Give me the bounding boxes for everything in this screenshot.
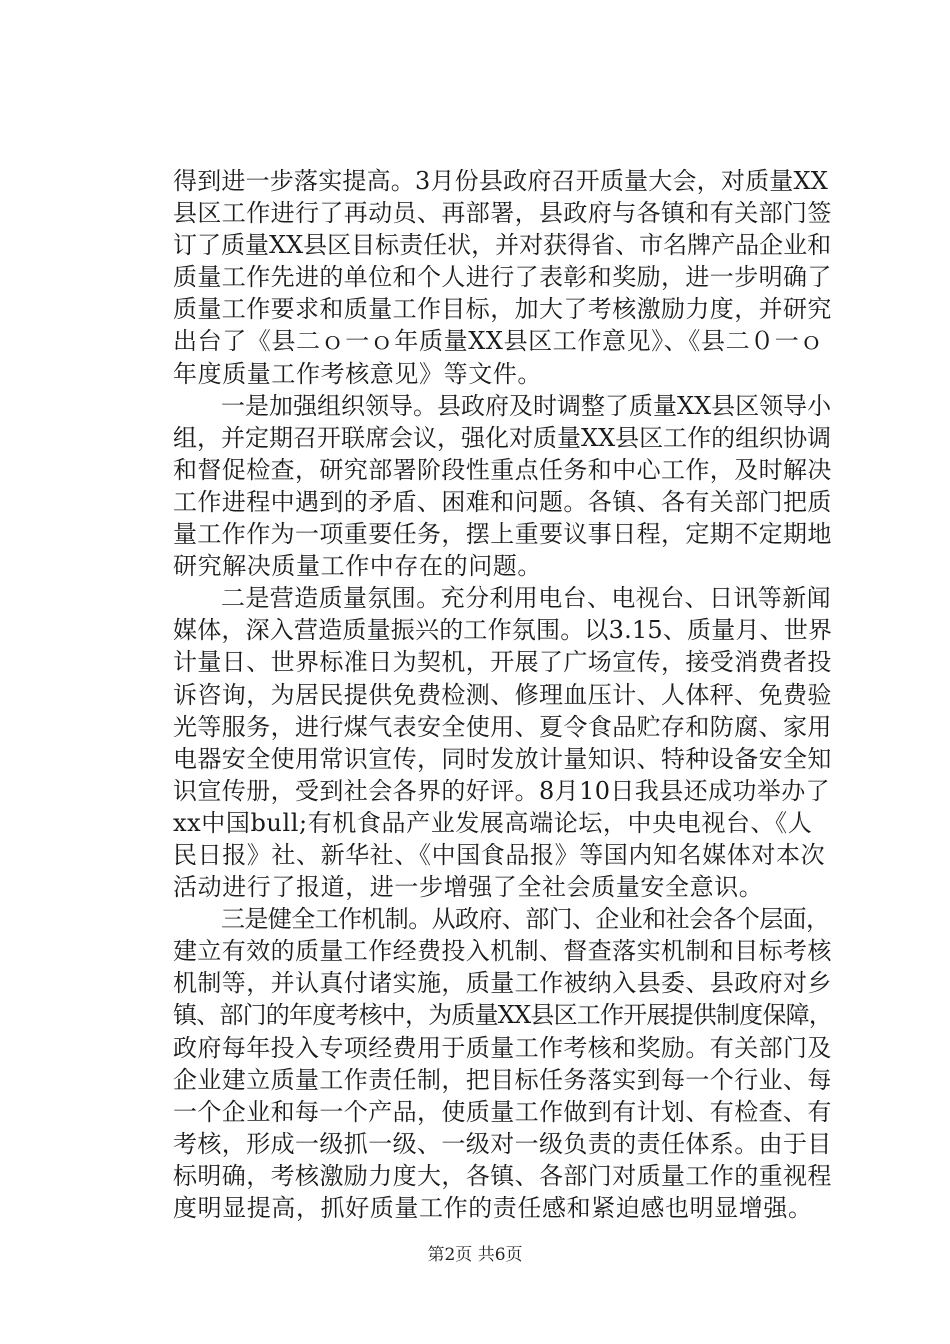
text-line: 诉咨询，为居民提供免费检测、修理血压计、人体秤、免费验 xyxy=(173,680,832,709)
text-line: 企业建立质量工作责任制，把目标任务落实到每一个行业、每 xyxy=(173,1065,832,1094)
paragraph xyxy=(173,903,833,1224)
text-line: 识宣传册，受到社会各界的好评。8月10日我县还成功举办了 xyxy=(173,776,831,805)
paragraph xyxy=(173,582,833,903)
text-line: 订了质量XX县区目标责任状，并对获得省、市名牌产品企业和 xyxy=(173,231,832,260)
text-line: 质量工作先进的单位和个人进行了表彰和奖励，进一步明确了 xyxy=(173,263,832,292)
text-line: 工作进程中遇到的矛盾、困难和问题。各镇、各有关部门把质 xyxy=(173,487,832,516)
page-footer: 第2页 共6页 xyxy=(427,1245,523,1265)
text-line: 县区工作进行了再动员、再部署，县政府与各镇和有关部门签 xyxy=(173,199,832,228)
text-line: 镇、部门的年度考核中，为质量XX县区工作开展提供制度保障， xyxy=(173,1001,832,1030)
text-line: 三是健全工作机制。从政府、部门、企业和社会各个层面， xyxy=(221,905,830,934)
paragraph xyxy=(173,165,833,390)
text-line: 标明确，考核激励力度大，各镇、各部门对质量工作的重视程 xyxy=(173,1161,832,1190)
text-line: 媒体，深入营造质量振兴的工作氛围。以3.15、质量月、世界 xyxy=(173,616,833,645)
text-line: 民日报》社、新华社、《中国食品报》等国内知名媒体对本次 xyxy=(173,840,826,869)
text-line: 度明显提高，抓好质量工作的责任感和紧迫感也明显增强。 xyxy=(173,1194,813,1222)
text-line: 研究解决质量工作中存在的问题。 xyxy=(173,552,542,581)
text-line: 出台了《县二ｏ一ｏ年质量XX县区工作意见》、《县二０一ｏ xyxy=(173,327,824,356)
text-line: 计量日、世界标准日为契机，开展了广场宣传，接受消费者投 xyxy=(173,648,832,677)
text-line: 光等服务，进行煤气表安全使用、夏令食品贮存和防腐、家用 xyxy=(173,712,832,741)
text-line: 一是加强组织领导。县政府及时调整了质量XX县区领导小 xyxy=(221,391,832,420)
text-line: 和督促检查，研究部署阶段性重点任务和中心工作，及时解决 xyxy=(173,455,832,484)
text-line: 得到进一步落实提高。3月份县政府召开质量大会，对质量XX xyxy=(173,167,829,195)
text-line: 质量工作要求和质量工作目标，加大了考核激励力度，并研究 xyxy=(173,295,832,324)
text-line: 活动进行了报道，进一步增强了全社会质量安全意识。 xyxy=(173,873,764,902)
text-line: 组，并定期召开联席会议，强化对质量XX县区工作的组织协调 xyxy=(173,423,832,452)
paragraph xyxy=(173,390,833,583)
text-line: 政府每年投入专项经费用于质量工作考核和奖励。有关部门及 xyxy=(173,1033,832,1062)
text-line: 一个企业和每一个产品，使质量工作做到有计划、有检查、有 xyxy=(173,1097,832,1126)
document-body xyxy=(173,165,833,1224)
text-line: 考核，形成一级抓一级、一级对一级负责的责任体系。由于目 xyxy=(173,1129,832,1158)
text-line: 年度质量工作考核意见》等文件。 xyxy=(173,359,542,388)
text-line: 二是营造质量氛围。充分利用电台、电视台、日讯等新闻 xyxy=(221,584,831,613)
text-line: 建立有效的质量工作经费投入机制、督查落实机制和目标考核 xyxy=(173,937,832,966)
text-line: 机制等，并认真付诸实施，质量工作被纳入县委、县政府对乡 xyxy=(173,969,832,998)
text-line: 电器安全使用常识宣传，同时发放计量知识、特种设备安全知 xyxy=(173,744,832,773)
text-line: xx中国bull;有机食品产业发展高端论坛，中央电视台、《人 xyxy=(173,808,813,837)
text-line: 量工作作为一项重要任务，摆上重要议事日程，定期不定期地 xyxy=(173,520,832,549)
